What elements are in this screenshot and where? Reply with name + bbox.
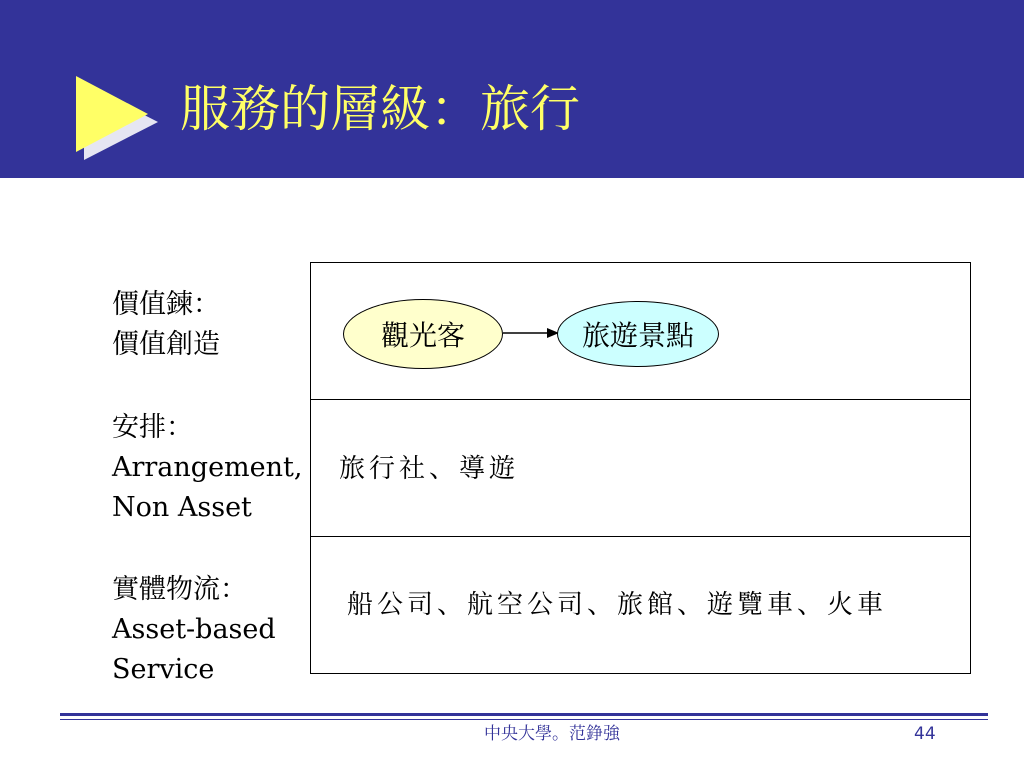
- destination-ellipse: [557, 301, 719, 367]
- label-asset-based: [112, 570, 276, 690]
- label-arrangement: [112, 408, 302, 528]
- header-band: [0, 0, 1024, 178]
- arrow-right-icon: [503, 325, 559, 341]
- row2-text: 旅行社、導遊: [339, 454, 520, 484]
- tourist-ellipse: [343, 299, 503, 369]
- play-arrow-icon: [76, 76, 158, 164]
- label-value-chain-line1: 價值鍊：: [112, 289, 220, 320]
- label-arrangement-line2: Arrangement,: [112, 452, 303, 483]
- service-levels-table: [310, 262, 971, 674]
- label-asset-based-line1: 實體物流：: [112, 574, 247, 605]
- label-arrangement-line1: 安排：: [112, 412, 193, 443]
- page-number: 44: [914, 724, 936, 744]
- label-arrangement-line3: Non Asset: [112, 492, 252, 523]
- page-title: 服務的層級：旅行: [180, 80, 580, 138]
- label-value-chain: [112, 285, 220, 365]
- destination-label: 旅遊景點: [581, 319, 694, 352]
- label-asset-based-line2: Asset-based: [112, 614, 276, 645]
- footer-rule-thick: [60, 713, 988, 716]
- footer-rule-thin: [60, 719, 988, 720]
- label-asset-based-line3: Service: [112, 654, 215, 685]
- row-divider-2: [311, 536, 970, 537]
- footer-credit: 中央大學。范錚強: [484, 724, 620, 744]
- label-value-chain-line2: 價值創造: [112, 329, 220, 360]
- row3-text: 船公司、航空公司、旅館、遊覽車、火車: [347, 590, 888, 620]
- row-divider-1: [311, 399, 970, 400]
- tourist-label: 觀光客: [380, 319, 465, 352]
